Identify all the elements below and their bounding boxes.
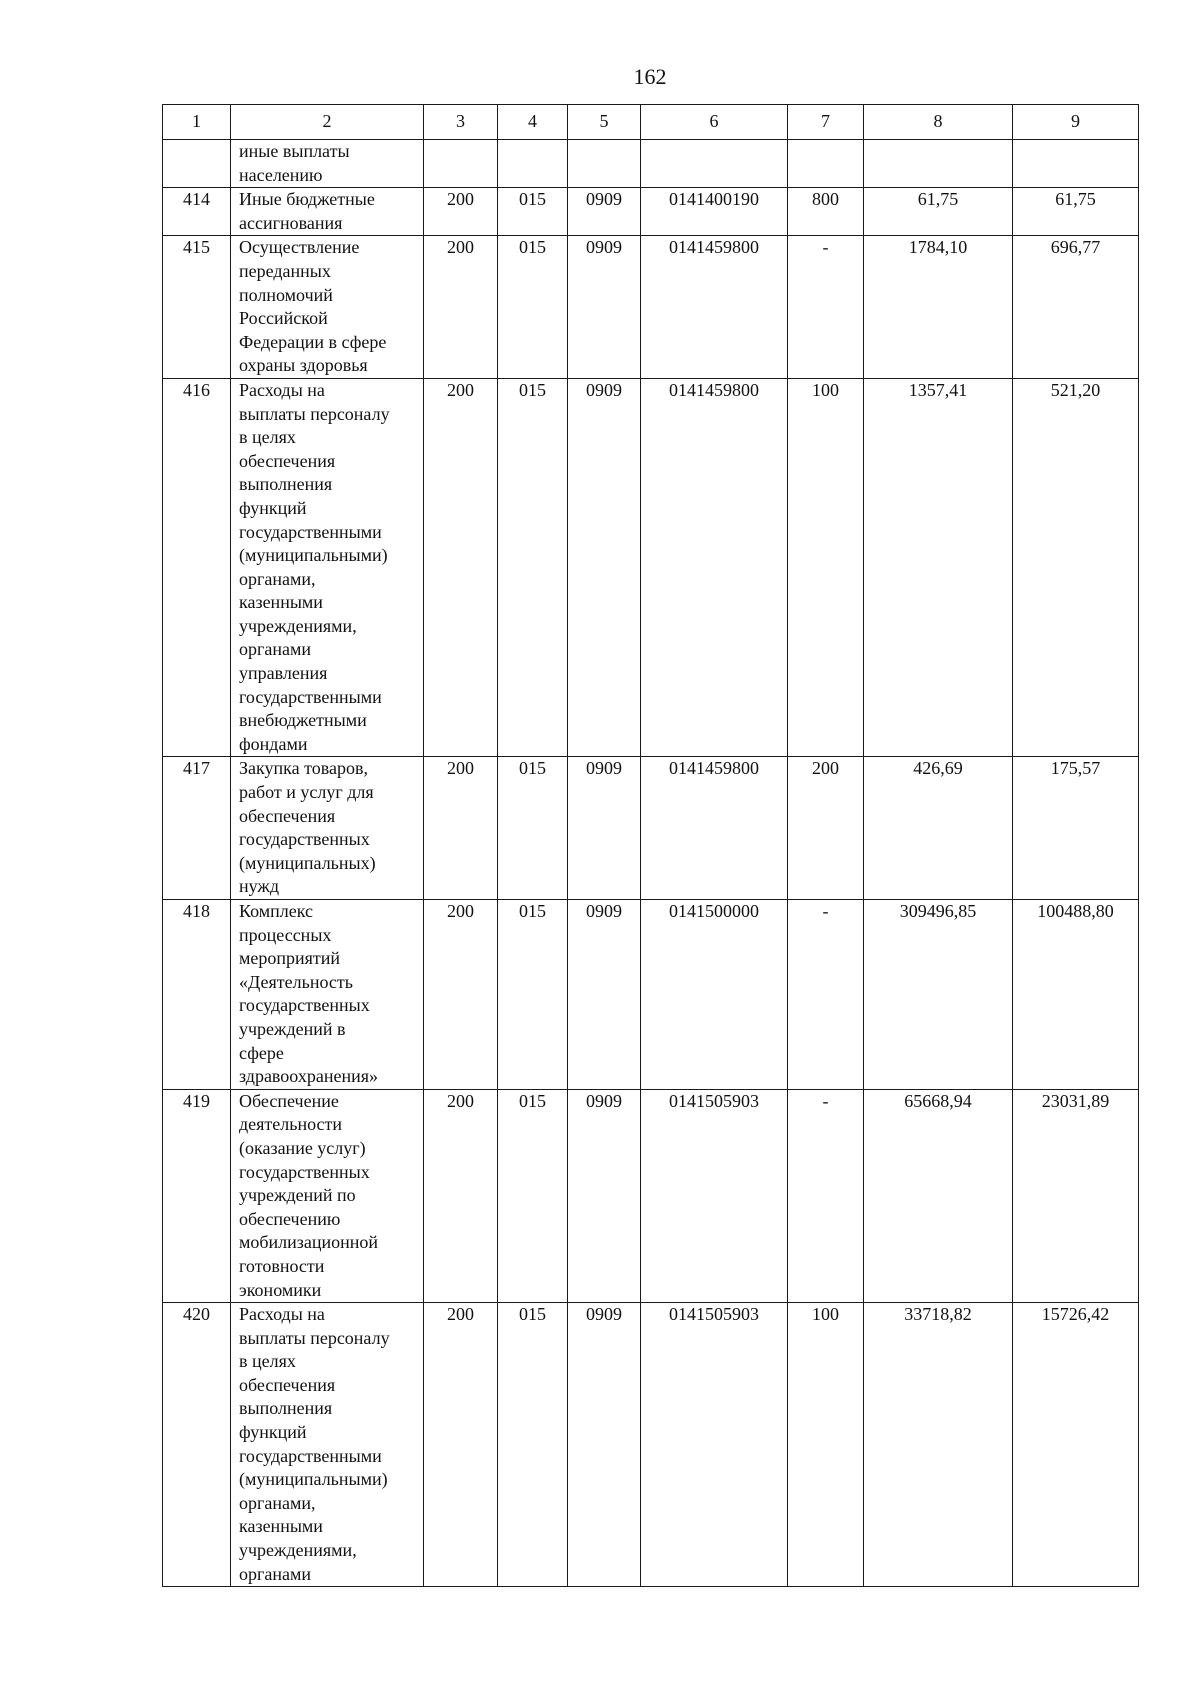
table-row xyxy=(163,1303,1139,1587)
row-number: 418 xyxy=(163,900,231,1090)
cell-col8: 33718,82 xyxy=(864,1303,1013,1587)
page-number: 162 xyxy=(633,64,667,89)
cell-col7: 100 xyxy=(788,1303,864,1587)
cell-col7: 800 xyxy=(788,188,864,236)
table-row xyxy=(163,188,1139,236)
cell-col6: 0141459800 xyxy=(641,757,788,900)
header-cell: 4 xyxy=(498,105,568,140)
cell-col4 xyxy=(498,140,568,188)
cell-col8: 61,75 xyxy=(864,188,1013,236)
cell-col8: 1784,10 xyxy=(864,236,1013,379)
table-row xyxy=(163,236,1139,379)
row-number: 415 xyxy=(163,236,231,379)
cell-col9: 696,77 xyxy=(1013,236,1139,379)
cell-col3 xyxy=(424,140,498,188)
cell-col4: 015 xyxy=(498,757,568,900)
table-row xyxy=(163,1089,1139,1302)
cell-col8: 309496,85 xyxy=(864,900,1013,1090)
cell-col7 xyxy=(788,140,864,188)
cell-col9: 15726,42 xyxy=(1013,1303,1139,1587)
row-number xyxy=(163,140,231,188)
cell-col6: 0141459800 xyxy=(641,378,788,757)
cell-col7: - xyxy=(788,236,864,379)
cell-col6: 0141400190 xyxy=(641,188,788,236)
row-name: Расходы на выплаты персоналу в целях обеспечения выполнения функций государственными (муниципальными) органами, казенными учреждениями, органами xyxy=(231,1303,424,1587)
header-cell: 6 xyxy=(641,105,788,140)
cell-col4: 015 xyxy=(498,900,568,1090)
cell-col8: 426,69 xyxy=(864,757,1013,900)
cell-col5: 0909 xyxy=(568,1303,641,1587)
cell-col6: 0141500000 xyxy=(641,900,788,1090)
cell-col5: 0909 xyxy=(568,900,641,1090)
table-row xyxy=(163,140,1139,188)
row-name: Закупка товаров, работ и услуг для обеспечения государственных (муниципальных) нужд xyxy=(231,757,424,900)
header-cell: 5 xyxy=(568,105,641,140)
row-number: 417 xyxy=(163,757,231,900)
cell-col6: 0141459800 xyxy=(641,236,788,379)
cell-col3: 200 xyxy=(424,757,498,900)
cell-col4: 015 xyxy=(498,188,568,236)
cell-col3: 200 xyxy=(424,1303,498,1587)
header-cell: 7 xyxy=(788,105,864,140)
cell-col3: 200 xyxy=(424,236,498,379)
row-number: 420 xyxy=(163,1303,231,1587)
row-name: Комплекс процессных мероприятий «Деятельность государственных учреждений в сфере здравоохранения» xyxy=(231,900,424,1090)
header-cell: 1 xyxy=(163,105,231,140)
cell-col4: 015 xyxy=(498,236,568,379)
cell-col9: 61,75 xyxy=(1013,188,1139,236)
cell-col4: 015 xyxy=(498,1089,568,1302)
header-cell: 3 xyxy=(424,105,498,140)
table-row xyxy=(163,378,1139,757)
row-name: Расходы на выплаты персоналу в целях обеспечения выполнения функций государственными (муниципальными) органами, казенными учреждениями, органами управления государственными внебюджетными фондами xyxy=(231,378,424,757)
cell-col9: 23031,89 xyxy=(1013,1089,1139,1302)
row-name: Обеспечение деятельности (оказание услуг) государственных учреждений по обеспечению мобилизационной готовности экономики xyxy=(231,1089,424,1302)
cell-col4: 015 xyxy=(498,1303,568,1587)
cell-col7: - xyxy=(788,1089,864,1302)
cell-col7: - xyxy=(788,900,864,1090)
cell-col8 xyxy=(864,140,1013,188)
cell-col7: 100 xyxy=(788,378,864,757)
table-row xyxy=(163,757,1139,900)
cell-col5: 0909 xyxy=(568,188,641,236)
header-cell: 8 xyxy=(864,105,1013,140)
cell-col9: 175,57 xyxy=(1013,757,1139,900)
header-cell: 9 xyxy=(1013,105,1139,140)
header-cell: 2 xyxy=(231,105,424,140)
cell-col6: 0141505903 xyxy=(641,1303,788,1587)
cell-col9 xyxy=(1013,140,1139,188)
cell-col8: 1357,41 xyxy=(864,378,1013,757)
cell-col5: 0909 xyxy=(568,236,641,379)
header-row xyxy=(163,105,1139,140)
cell-col6: 0141505903 xyxy=(641,1089,788,1302)
cell-col8: 65668,94 xyxy=(864,1089,1013,1302)
row-name: иные выплаты населению xyxy=(231,140,424,188)
budget-table xyxy=(162,104,1139,1587)
cell-col5: 0909 xyxy=(568,1089,641,1302)
cell-col3: 200 xyxy=(424,378,498,757)
cell-col6 xyxy=(641,140,788,188)
cell-col5 xyxy=(568,140,641,188)
table-row xyxy=(163,900,1139,1090)
cell-col3: 200 xyxy=(424,900,498,1090)
row-number: 416 xyxy=(163,378,231,757)
cell-col3: 200 xyxy=(424,1089,498,1302)
cell-col9: 521,20 xyxy=(1013,378,1139,757)
cell-col5: 0909 xyxy=(568,378,641,757)
row-number: 414 xyxy=(163,188,231,236)
cell-col5: 0909 xyxy=(568,757,641,900)
row-name: Осуществление переданных полномочий Российской Федерации в сфере охраны здоровья xyxy=(231,236,424,379)
row-number: 419 xyxy=(163,1089,231,1302)
cell-col9: 100488,80 xyxy=(1013,900,1139,1090)
cell-col4: 015 xyxy=(498,378,568,757)
row-name: Иные бюджетные ассигнования xyxy=(231,188,424,236)
cell-col7: 200 xyxy=(788,757,864,900)
cell-col3: 200 xyxy=(424,188,498,236)
